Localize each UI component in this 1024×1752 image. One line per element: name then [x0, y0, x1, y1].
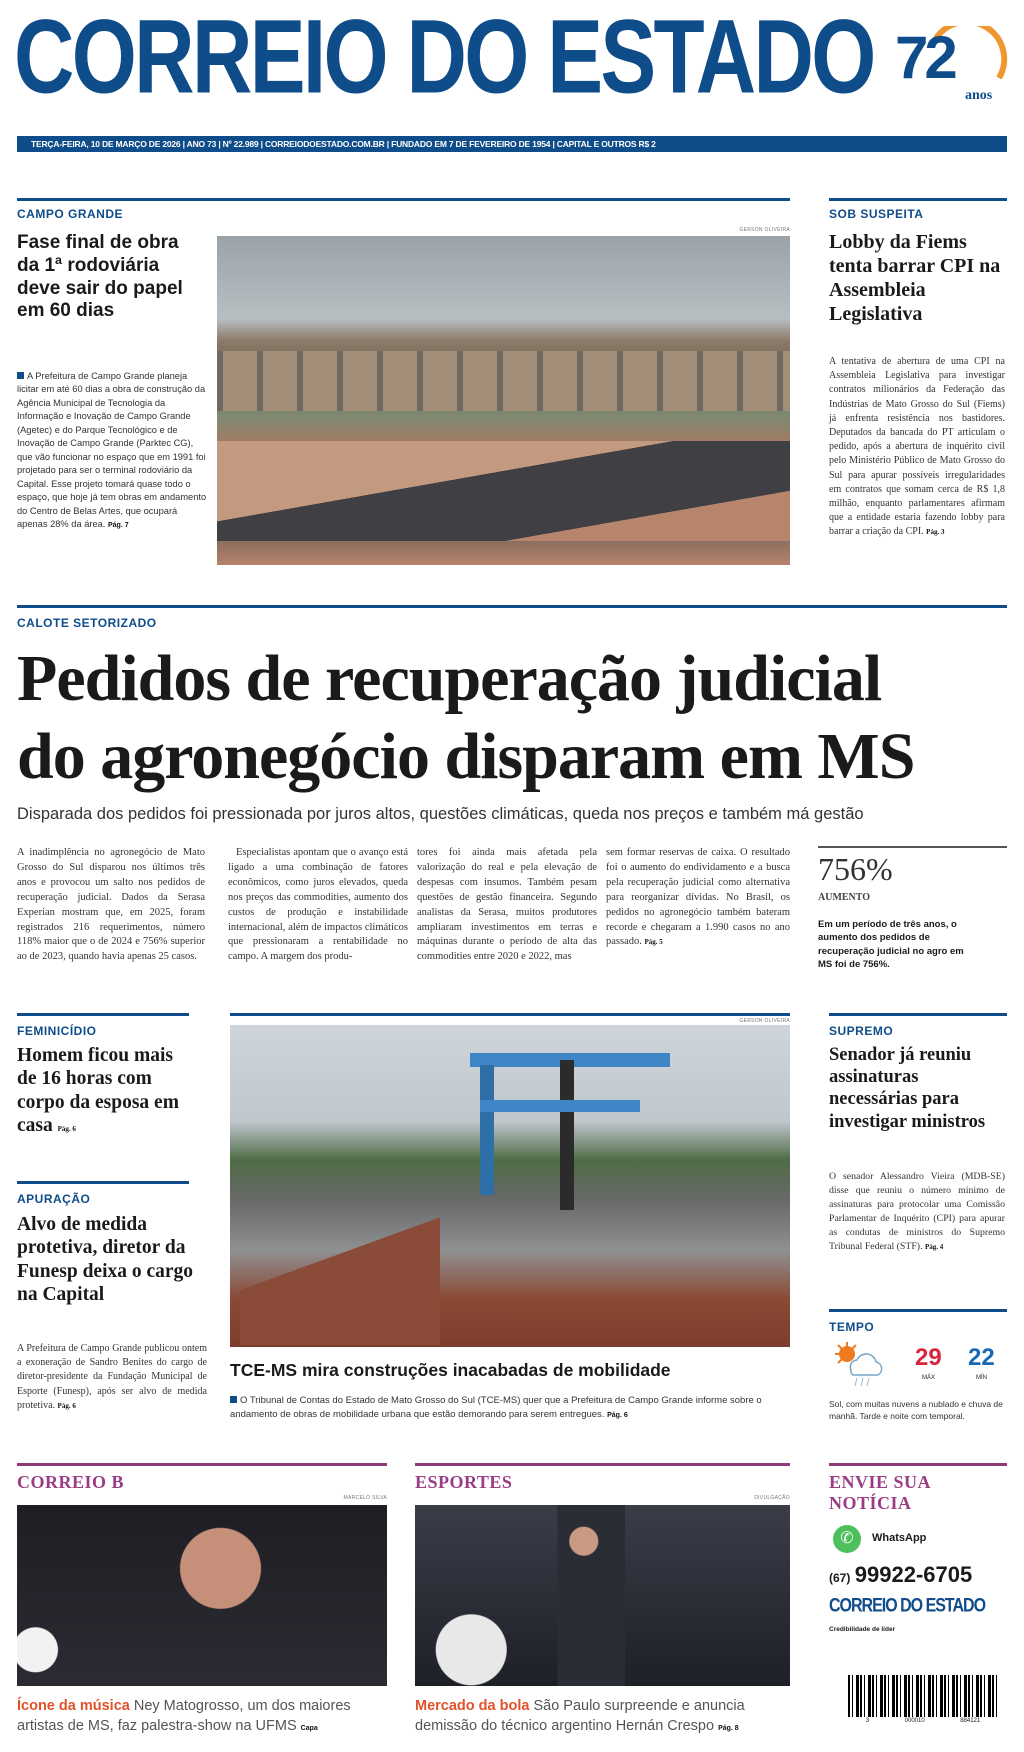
bullet-square-icon — [230, 1396, 237, 1403]
main-column-3: tores foi ainda mais afetada pela valorização do real e pela elevação de despesas com insumos. Também pesam questões de gestão financeira. Segundo analistas da Serasa, muitos produtores ampliaram investimentos em terras e máquinas durante o período de alta das commodities entre 2020 e 2022, mas — [417, 847, 597, 963]
page-ref: Pág. 6 — [607, 1411, 628, 1419]
divider — [829, 1013, 1007, 1016]
divider — [829, 198, 1007, 201]
weather-text: Sol, com muitas nuvens a nublado e chuva de manhã. Tarde e noite com temporal. — [829, 1399, 1003, 1422]
photo-caption: O Tribunal de Contas do Estado de Mato Grosso do Sul (TCE-MS) quer que a Prefeitura de Campo Grande informe sobre o andamento de obras de mobilidade urbana que estão demorando para serem entregues. Pág. 6 — [230, 1395, 762, 1420]
page-ref: Pág. 7 — [107, 522, 129, 530]
photo-credit: DIVULGAÇÃO — [754, 1495, 790, 1501]
sun-cloud-rain-icon — [833, 1340, 891, 1390]
photo-unfinished-bus-stop — [230, 1025, 790, 1347]
barcode — [848, 1675, 998, 1717]
kicker: APURAÇÃO — [17, 1192, 91, 1206]
photo-old-bus-terminal — [217, 236, 790, 565]
min-temp: 22 — [968, 1344, 995, 1371]
main-subtitle: Disparada dos pedidos foi pressionada por juros altos, questões climáticas, queda nos preços e também má gestão — [17, 805, 864, 823]
min-label: MÍN — [976, 1375, 987, 1381]
article-summary: A Prefeitura de Campo Grande planeja licitar em até 60 dias a obra de construção da Agência Municipal de Tecnologia da Informação e Inovação de Campo Grande (Agetec) e do Parque Tecnológico e de Inovação de Campo Grande (Parktec CG), que vão funcionar no espaço que em 1991 foi projetado para ser o terminal rodoviário da Capital. Esse projeto tomará quase todo o espaço, que hoje já tem obras em andamento do Centro de Belas Artes, que ocupará apenas 28% da área. Pág. 7 — [17, 371, 207, 530]
page-ref: Pág. 6 — [57, 1401, 76, 1410]
kicker: CAMPO GRANDE — [17, 207, 124, 221]
stat-text: Em um período de três anos, o aumento dos pedidos de recuperação judicial no agro em MS foi de 756%. — [818, 919, 964, 970]
kicker: SUPREMO — [829, 1024, 894, 1038]
bullet-square-icon — [17, 372, 24, 379]
page-ref: Pág. 3 — [926, 528, 945, 537]
barcode-numbers: 3 000010 884121 — [848, 1718, 998, 1728]
photo-credit: MARCELO SILVA — [343, 1495, 387, 1501]
photo-caption[interactable]: Ícone da música Ney Matogrosso, um dos maiores artistas de MS, faz palestra-show na UFMS Capa — [17, 1698, 351, 1735]
kicker: SOB SUSPEITA — [829, 207, 924, 221]
footer-logo: CORREIO DO ESTADO — [829, 1596, 986, 1617]
photo-hernan-crespo — [415, 1505, 790, 1686]
divider — [415, 1463, 790, 1466]
article-summary: A Prefeitura de Campo Grande publicou ontem a exoneração de Sandro Benites do cargo de diretor-presidente da Fundação Municipal de Esporte (Funesp), após ser alvo de medida protetiva. Pág. 6 — [17, 1343, 207, 1411]
whatsapp-label: WhatsApp — [872, 1532, 927, 1544]
divider — [17, 605, 1007, 608]
divider — [17, 1013, 189, 1016]
masthead-logo[interactable]: CORREIO DO ESTADO — [14, 0, 874, 115]
divider — [829, 1309, 1007, 1312]
page-ref: Pág. 8 — [718, 1725, 739, 1733]
whatsapp-icon[interactable]: ✆ — [833, 1525, 861, 1553]
divider — [17, 1463, 387, 1466]
stat-value: 756% — [818, 851, 893, 887]
tagline: Credibilidade de líder — [829, 1626, 896, 1633]
page-ref: Pág. 6 — [57, 1125, 76, 1134]
divider — [818, 846, 1007, 848]
kicker: CALOTE SETORIZADO — [17, 616, 157, 630]
divider — [17, 1181, 189, 1184]
section-correio-b[interactable]: CORREIO B — [17, 1472, 125, 1492]
headline[interactable]: Fase final de obra da 1ª rodoviária deve sair do papel em 60 dias — [17, 232, 183, 322]
headline[interactable]: Alvo de medida protetiva, diretor da Funesp deixa o cargo na Capital — [17, 1214, 194, 1306]
page-ref: Capa — [300, 1725, 318, 1733]
headline[interactable]: Homem ficou mais de 16 horas com corpo da esposa em casa Pág. 6 — [17, 1045, 179, 1137]
main-column-2: Especialistas apontam que o avanço está ligado a uma combinação de fatores econômicos, como juros elevados, queda nos preços das commodities, aumento dos custos de produção e instabilidade internacional, além de impactos climáticos que pressionaram a rentabilidade no campo. A margem dos produ- — [228, 847, 408, 963]
max-label: MÁX — [922, 1375, 936, 1381]
photo-credit: GERSON OLIVEIRA — [739, 227, 790, 233]
anniversary-number: 72 — [895, 24, 954, 91]
photo-headline[interactable]: TCE-MS mira construções inacabadas de mobilidade — [230, 1360, 671, 1380]
article-summary: O senador Alessandro Vieira (MDB-SE) disse que reuniu o número mínimo de assinaturas para protocolar uma Comissão Parlamentar de Inquérito (CPI) para apurar as condutas de ministros do Supremo Tribunal Federal (STF). Pág. 4 — [829, 1171, 1005, 1252]
main-column-4: sem formar reservas de caixa. O resultado foi o aumento do endividamento e a busca pela recuperação judicial como alternativa para reorganizar dívidas. No Brasil, os pedidos no agronegócio também bateram recorde e chegaram a 1.990 casos no ano passado. Pág. 5 — [606, 847, 790, 948]
page-ref: Pág. 4 — [924, 1242, 944, 1251]
whatsapp-phone[interactable]: (67) 99922-6705 — [829, 1562, 973, 1587]
kicker: FEMINICÍDIO — [17, 1024, 97, 1038]
photo-credit: GERSON OLIVEIRA — [739, 1018, 790, 1024]
page-ref: Pág. 5 — [644, 938, 663, 947]
edition-info-bar: TERÇA-FEIRA, 10 DE MARÇO DE 2026 | ANO 73 | Nº 22.989 | CORREIODOESTADO.COM.BR | FUNDADO EM 7 DE FEVEREIRO DE 1954 | CAPITAL E OUTROS R$ 2 — [17, 136, 1007, 152]
main-column-1: A inadimplência no agronegócio de Mato Grosso do Sul disparou nos últimos três anos e provocou um salto nos pedidos de recuperação judicial. Dados da Serasa Experian mostram que, em 2025, foram registrados 216 requerimentos, número 118% maior que o de 2024 e 756% superior ao de 2023, quando havia apenas 25 casos. — [17, 847, 205, 963]
max-temp: 29 — [915, 1344, 942, 1371]
divider — [230, 1013, 790, 1016]
article-summary: A tentativa de abertura de uma CPI na Assembleia Legislativa para investigar contratos milionários da Federação das Indústrias de Mato Grosso do Sul (Fiems) já enfrenta resistência nos bastidores. Deputados da bancada do PT articulam o pedido, após a abertura de inquérito civil pelo Ministério Público de Mato Grosso do Sul para apurar possíveis irregularidades em contratos que somam cerca de R$ 1,8 milhão, enquanto parlamentares afirmam que a entidade estaria fazendo lobby para barrar a criação da CPI. Pág. 3 — [829, 356, 1005, 538]
envie-title: ENVIE SUA NOTÍCIA — [829, 1472, 932, 1513]
headline[interactable]: Senador já reuniu assinaturas necessárias para investigar ministros — [829, 1045, 986, 1132]
divider — [17, 198, 790, 201]
anniversary-word: anos — [965, 88, 993, 103]
main-headline[interactable]: Pedidos de recuperação judicial do agronegócio disparam em MS — [17, 642, 915, 793]
headline[interactable]: Lobby da Fiems tenta barrar CPI na Assembleia Legislativa — [829, 231, 1001, 325]
section-esportes[interactable]: ESPORTES — [415, 1472, 513, 1492]
divider — [829, 1463, 1007, 1466]
weather-title: TEMPO — [829, 1320, 875, 1334]
photo-ney-matogrosso — [17, 1505, 387, 1686]
stat-label: AUMENTO — [818, 892, 871, 903]
anniversary-badge — [895, 26, 1015, 116]
photo-caption[interactable]: Mercado da bola São Paulo surpreende e anuncia demissão do técnico argentino Hernán Crespo Pág. 8 — [415, 1698, 745, 1735]
